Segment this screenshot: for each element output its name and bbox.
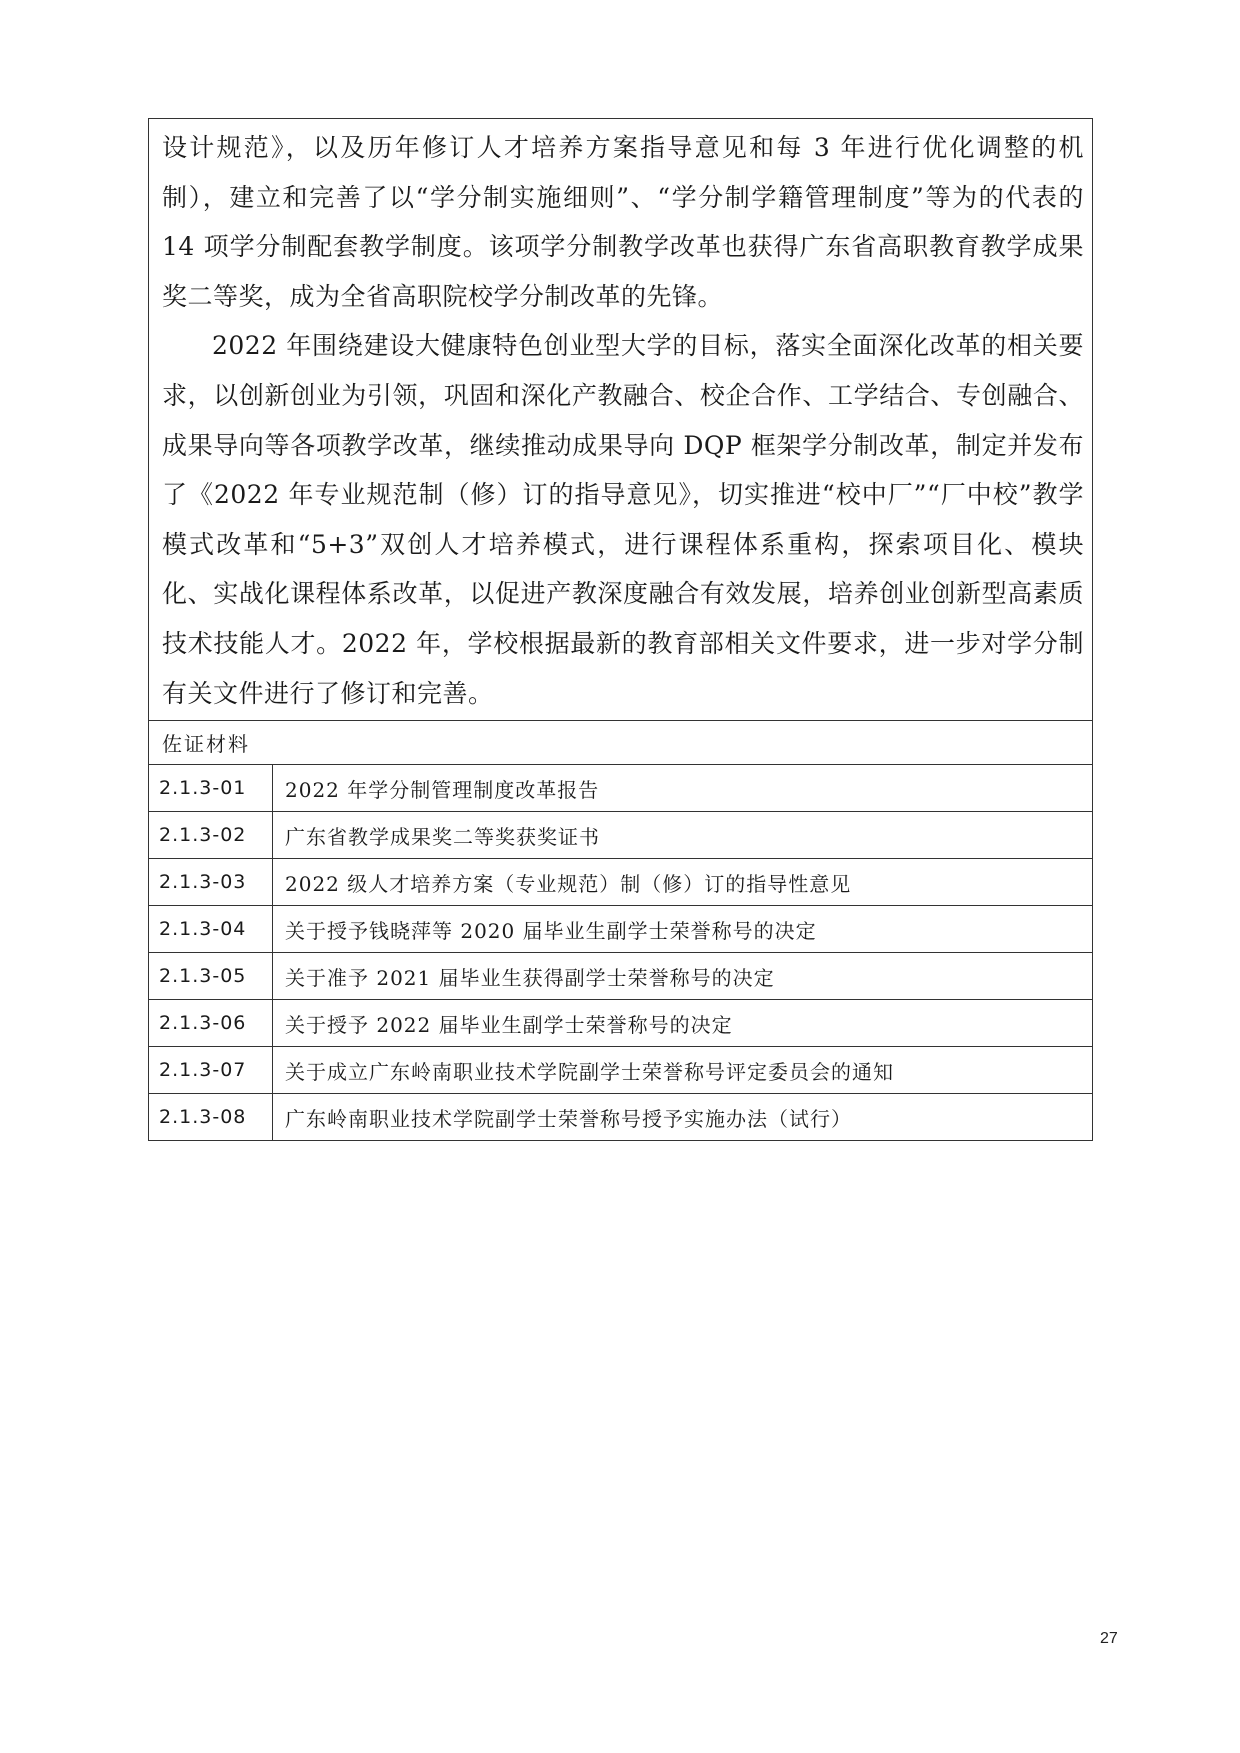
- evidence-title: 关于授予钱晓萍等 2020 届毕业生副学士荣誉称号的决定: [273, 906, 1093, 953]
- narrative-cell: [149, 119, 1093, 721]
- evidence-title: 关于成立广东岭南职业技术学院副学士荣誉称号评定委员会的通知: [273, 1047, 1093, 1094]
- evidence-code: 2.1.3-08: [149, 1094, 273, 1141]
- evidence-code: 2.1.3-04: [149, 906, 273, 953]
- evidence-row: [149, 906, 1093, 953]
- evidence-title: 广东岭南职业技术学院副学士荣誉称号授予实施办法（试行）: [273, 1094, 1093, 1141]
- paragraph-continued: 设计规范》，以及历年修订人才培养方案指导意见和每 3 年进行优化调整的机制），建立和完善了以“学分制实施细则”、“学分制学籍管理制度”等为的代表的 14 项学分制配套教学制度。该项学分制教学改革也获得广东省高职教育教学成果奖二等奖，成为全省高职院校学分制改革的先锋。: [162, 133, 1084, 311]
- evidence-code: 2.1.3-03: [149, 859, 273, 906]
- evidence-row: [149, 1094, 1093, 1141]
- report-table: [148, 118, 1093, 1141]
- evidence-row: [149, 1047, 1093, 1094]
- evidence-code: 2.1.3-07: [149, 1047, 273, 1094]
- evidence-row: [149, 1000, 1093, 1047]
- evidence-row: [149, 859, 1093, 906]
- evidence-title: 关于授予 2022 届毕业生副学士荣誉称号的决定: [273, 1000, 1093, 1047]
- page-number: 27: [1100, 1630, 1118, 1647]
- narrative-row: [149, 119, 1093, 721]
- paragraph-2022-reform: 2022 年围绕建设大健康特色创业型大学的目标，落实全面深化改革的相关要求，以创新创业为引领，巩固和深化产教融合、校企合作、工学结合、专创融合、成果导向等各项教学改革，继续推动成果导向 DQP 框架学分制改革，制定并发布了《2022 年专业规范制（修）订的指导意见》，切实推进“校中厂”“厂中校”教学模式改革和“5+3”双创人才培养模式，进行课程体系重构，探索项目化、模块化、实战化课程体系改革，以促进产教深度融合有效发展，培养创业创新型高素质技术技能人才。2022 年，学校根据最新的教育部相关文件要求，进一步对学分制有关文件进行了修订和完善。: [162, 331, 1084, 708]
- evidence-code: 2.1.3-01: [149, 765, 273, 812]
- evidence-code: 2.1.3-06: [149, 1000, 273, 1047]
- evidence-row: [149, 812, 1093, 859]
- evidence-code: 2.1.3-05: [149, 953, 273, 1000]
- evidence-title: 2022 年学分制管理制度改革报告: [273, 765, 1093, 812]
- evidence-title: 广东省教学成果奖二等奖获奖证书: [273, 812, 1093, 859]
- evidence-row: [149, 953, 1093, 1000]
- evidence-header-row: [149, 721, 1093, 765]
- evidence-header: 佐证材料: [149, 721, 1093, 765]
- evidence-title: 2022 级人才培养方案（专业规范）制（修）订的指导性意见: [273, 859, 1093, 906]
- evidence-title: 关于准予 2021 届毕业生获得副学士荣誉称号的决定: [273, 953, 1093, 1000]
- evidence-row: [149, 765, 1093, 812]
- evidence-code: 2.1.3-02: [149, 812, 273, 859]
